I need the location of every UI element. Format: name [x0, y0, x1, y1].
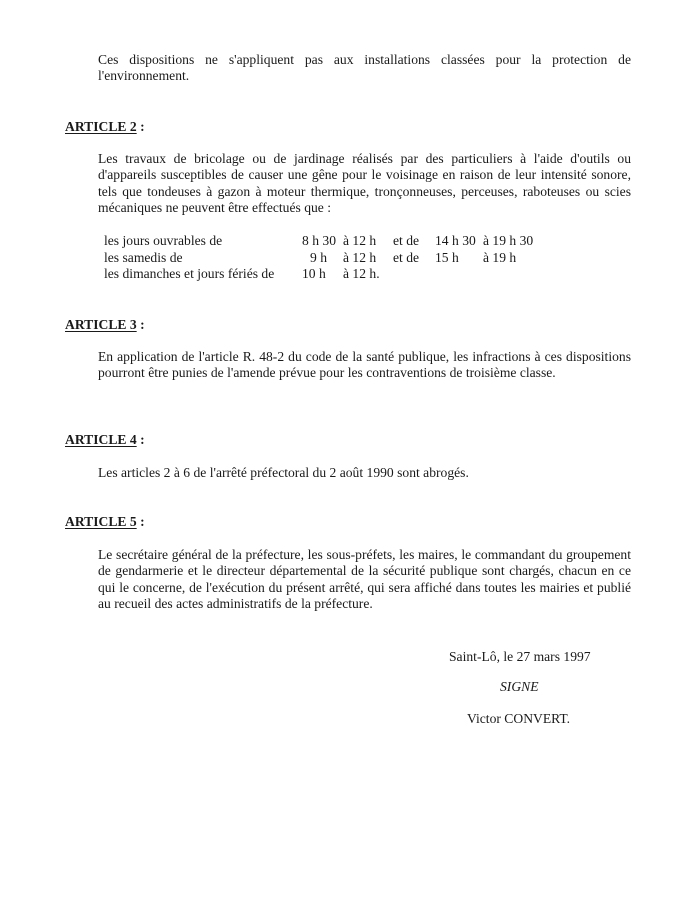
schedule-and: et de	[393, 233, 420, 248]
place-and-date: Saint-Lô, le 27 mars 1997	[449, 649, 591, 664]
schedule-to-1: à 12 h	[343, 233, 377, 248]
schedule-and: et de	[393, 249, 420, 265]
schedule-label: les jours ouvrables de	[104, 233, 223, 248]
article-5-paragraph: Le secrétaire général de la préfecture, les sous-préfets, les maires, le commandant du groupement de gendarmerie et le directeur départemental de la sécurité publique sont chargés, chacun en ce qui le concerne, de l'exécution du présent arrêté, qui sera affiché dans toutes les mairies et publié au recueil des actes administratifs de la préfecture.	[98, 547, 631, 612]
schedule-to-2: à 19 h 30	[483, 233, 534, 248]
schedule-from-1: 10 h	[302, 266, 326, 281]
schedule-from-2: 14 h 30	[435, 233, 476, 248]
article-5-heading	[65, 514, 145, 530]
schedule-to-2: à 19 h	[483, 249, 517, 265]
schedule-to-1: à 12 h	[343, 249, 377, 265]
article-3-title: ARTICLE 3	[65, 317, 137, 332]
article-4-title: ARTICLE 4	[65, 432, 137, 447]
article-4-paragraph: Les articles 2 à 6 de l'arrêté préfectoral du 2 août 1990 sont abrogés.	[98, 465, 469, 480]
article-2-paragraph: Les travaux de bricolage ou de jardinage réalisés par des particuliers à l'aide d'outils ou d'appareils susceptibles de causer une gêne pour le voisinage en raison de leur intensité sonore, tels que tondeuses à gazon à moteur thermique, tronçonneuses, perceuses, raboteuses ou scies mécaniques ne peuvent être effectués que :	[98, 151, 631, 216]
schedule-from-2: 15 h	[435, 249, 459, 265]
article-4-heading	[65, 432, 145, 448]
article-2-heading	[65, 119, 145, 135]
schedule-label: les dimanches et jours fériés de	[104, 266, 275, 281]
schedule-label: les samedis de	[104, 249, 183, 265]
signatory-name: Victor CONVERT.	[467, 711, 571, 726]
signed-mark: SIGNE	[500, 679, 539, 694]
article-5-title: ARTICLE 5	[65, 514, 137, 529]
schedule-from-1: 9 h	[310, 249, 327, 265]
article-3-paragraph: En application de l'article R. 48-2 du code de la santé publique, les infractions à ces dispositions pourront être punies de l'amende prévue pour les contraventions de troisième classe.	[98, 349, 631, 381]
article-3-heading	[65, 317, 145, 333]
article-4-colon: :	[136, 432, 145, 447]
schedule-to-1: à 12 h.	[343, 266, 380, 281]
article-2-colon: :	[136, 119, 145, 134]
article-2-title: ARTICLE 2	[65, 119, 137, 134]
intro-paragraph: Ces dispositions ne s'appliquent pas aux installations classées pour la protection de l'environnement.	[98, 52, 631, 84]
schedule-from-1: 8 h 30	[302, 233, 336, 248]
article-3-colon: :	[136, 317, 145, 332]
article-5-colon: :	[136, 514, 145, 529]
